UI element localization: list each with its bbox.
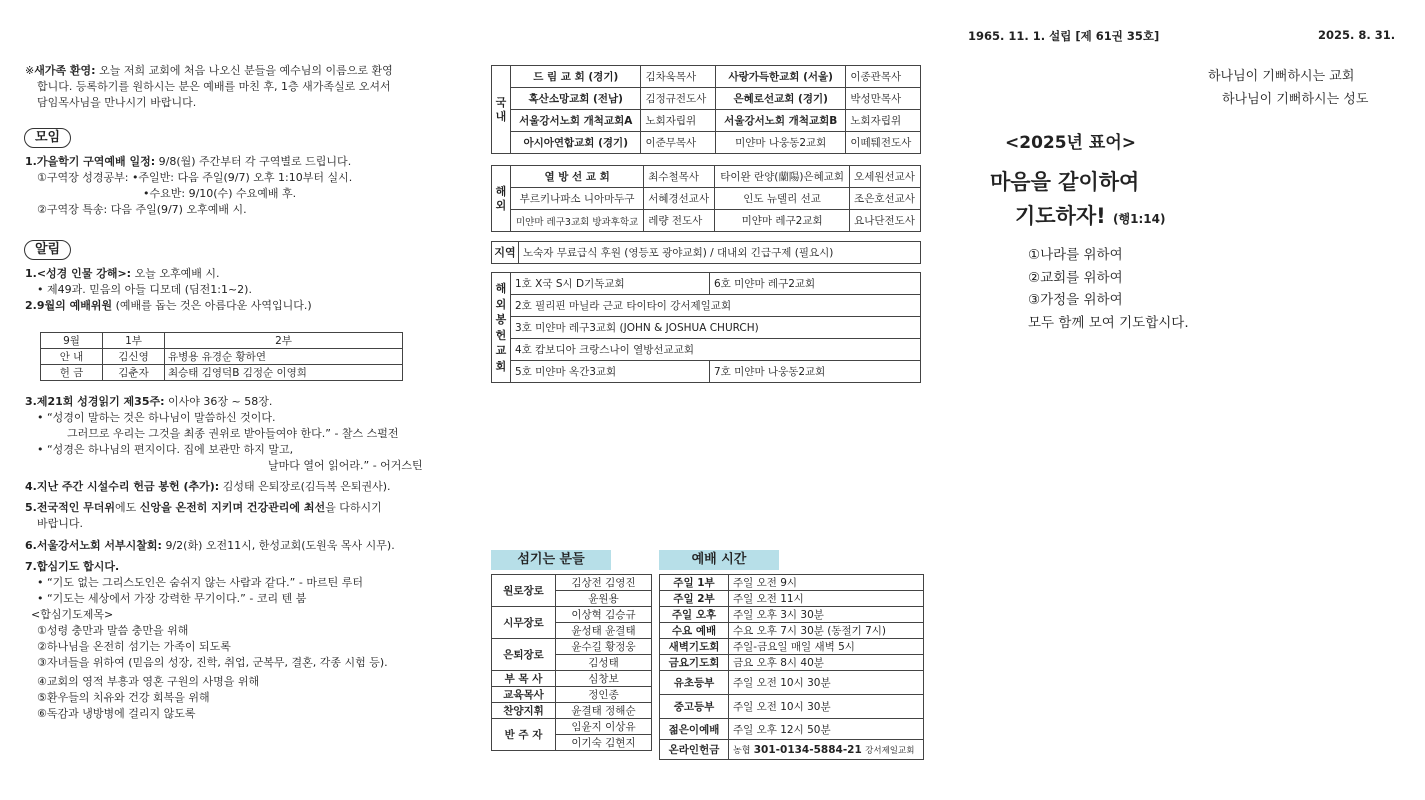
table-cell: 타이완 란양(蘭陽)은혜교회 (715, 166, 850, 188)
table-cell: 아시아연합교회 (경기) (511, 132, 641, 154)
alim-item-title: 2.9월의 예배위원 (25, 299, 113, 312)
alim-item-text: (예배를 돕는 것은 아름다운 사역입니다.) (112, 299, 312, 312)
account-number: 301-0134-5884-21 (753, 744, 862, 756)
service-time: 주일 오전 11시 (729, 591, 924, 607)
service-name: 젊은이예배 (660, 719, 729, 740)
table-cell: 이종관목사 (846, 66, 921, 88)
table-row (492, 719, 652, 735)
name-cell: 김상전 김영진 (556, 575, 652, 591)
yearly-item: ②교회를 위하여 (1028, 269, 1123, 286)
moim-sub: ①구역장 성경공부: •주일반: 다음 주일(9/7) 오후 1:10부터 실시. (37, 171, 353, 184)
alim-item-text: 9/2(화) 오전11시, 한성교회(도원욱 목사 시무). (161, 539, 395, 552)
account-holder: 강서제일교회 (865, 746, 915, 756)
prayer-item: ①성령 충만과 말씀 충만을 위해 (37, 624, 189, 637)
table-row (492, 295, 921, 317)
alim-label: 알림 (24, 240, 71, 260)
name-cell: 윤수길 황정웅 (556, 639, 652, 655)
worship-table (659, 574, 924, 760)
table-row (492, 703, 652, 719)
online-offering-label: 온라인헌금 (660, 740, 729, 760)
alim-item-text: 에도 (115, 501, 140, 514)
table-cell: 부르키나파소 니아마두구 (511, 188, 644, 210)
name-cell: 임윤지 이상유 (556, 719, 652, 735)
table-row (492, 242, 921, 264)
table-row (660, 607, 924, 623)
bank-name: 농협 (733, 746, 751, 756)
welcome-notice (25, 63, 465, 111)
table-row (660, 671, 924, 695)
table-row (492, 88, 921, 110)
yearly-item: 모두 함께 모여 기도합시다. (1028, 314, 1189, 331)
table-row (492, 339, 921, 361)
table-cell: 열 방 선 교 회 (511, 166, 644, 188)
alim-item-title: 3.제21회 성경읽기 제35주: (25, 395, 165, 408)
servants-title: 섬기는 분들 (491, 550, 611, 570)
alim-item-title: 4.지난 주간 시설수리 헌금 봉헌 (추가): (25, 480, 220, 493)
bulletin-date: 2025. 8. 31. (1318, 28, 1396, 42)
overseas-label: 해 외 (492, 166, 511, 232)
table-cell: 3호 미얀마 레구3교회 (JOHN & JOSHUA CHURCH) (511, 317, 921, 339)
table-row (492, 166, 921, 188)
church-motto-2: 하나님이 기뻐하시는 성도 (1222, 92, 1369, 107)
alim-item-text: 오늘 오후예배 시. (131, 267, 220, 280)
yearly-motto-title: <2025년 표어> (1005, 133, 1136, 153)
name-cell: 윤성태 윤결태 (556, 623, 652, 639)
online-offering-account (729, 740, 924, 760)
table-row (492, 639, 652, 655)
service-name: 주일 2부 (660, 591, 729, 607)
table-cell: 서울강서노회 개척교회B (716, 110, 846, 132)
service-time: 수요 오후 7시 30분 (동절기 7시) (729, 623, 924, 639)
table-row (492, 361, 921, 383)
alim-item-title: 6.서울강서노회 서부시찰회: (25, 539, 162, 552)
table-row (660, 575, 924, 591)
service-name: 중고등부 (660, 695, 729, 719)
alim-list-bottom (25, 394, 423, 722)
table-cell: 김정규전도사 (641, 88, 716, 110)
table-row (492, 607, 652, 623)
service-time: 주일 오전 10시 30분 (729, 671, 924, 695)
section-alim (24, 240, 71, 260)
quote-line: • “기도는 세상에서 가장 강력한 무기이다.” - 코리 텐 붐 (37, 592, 307, 605)
prayer-item: ④교회의 영적 부흥과 영혼 구원의 사명을 위해 (37, 675, 260, 688)
welcome-text: 합니다. 등록하기를 원하시는 분은 예배를 마친 후, 1층 새가족실로 오셔서 (37, 80, 391, 93)
table-cell: 조은호선교사 (850, 188, 921, 210)
note-mark: ※ (25, 64, 35, 77)
service-time: 금요 오후 8시 40분 (729, 655, 924, 671)
table-row (660, 719, 924, 740)
table-cell: 사랑가득한교회 (서울) (716, 66, 846, 88)
table-cell: 7호 미얀마 나웅동2교회 (710, 361, 921, 383)
name-cell: 윤결태 정해순 (556, 703, 652, 719)
table-row (660, 740, 924, 760)
alim-item-title: 7.합심기도 합시다. (25, 560, 120, 573)
table-row (492, 66, 921, 88)
role-cell: 찬양지휘 (492, 703, 556, 719)
yearly-motto-line1: 마음을 같이하여 (990, 170, 1140, 194)
worship-title: 예배 시간 (659, 550, 779, 570)
service-time: 주일-금요일 매일 새벽 5시 (729, 639, 924, 655)
alim-sub: • 제49과. 믿음의 아들 디모데 (딤전1:1~2). (37, 283, 252, 296)
section-moim (24, 128, 71, 148)
welcome-text: 오늘 저희 교회에 처음 나오신 분들을 예수님의 이름으로 환영 (95, 64, 393, 77)
servants-table (491, 574, 652, 751)
welcome-text: 담임목사님을 만나시기 바랍니다. (37, 96, 197, 109)
moim-sub: •수요반: 9/10(수) 수요예배 후. (143, 187, 297, 200)
yearly-item: ③가정을 위하여 (1028, 292, 1123, 308)
alim-list-top (25, 266, 312, 314)
yearly-motto-ref: (행1:14) (1113, 212, 1166, 226)
table-row (660, 655, 924, 671)
table-cell: 미얀마 레구3교회 방과후학교 (511, 210, 644, 232)
welcome-title: 새가족 환영: (34, 64, 96, 77)
region-label: 지역 (492, 242, 519, 264)
quote-line: • “기도 없는 그리스도인은 숨쉬지 않는 사람과 같다.” - 마르틴 루터 (37, 576, 363, 589)
prayer-title: <합심기도제목> (31, 608, 114, 621)
table-row (492, 671, 652, 687)
alim-item-text: 이사야 36장 ~ 58장. (164, 395, 273, 408)
table-cell: 인도 뉴델리 선교 (715, 188, 850, 210)
yearly-item: ①나라를 위하여 (1028, 247, 1123, 263)
table-cell: 안 내 (41, 349, 103, 365)
moim-item-text: 9/8(월) 주간부터 각 구역별로 드립니다. (155, 155, 352, 168)
table-cell: 1호 X국 S시 D기독교회 (511, 273, 710, 295)
moim-sub: ②구역장 특송: 다음 주일(9/7) 오후예배 시. (37, 203, 247, 216)
yearly-prayer-list (1028, 244, 1189, 334)
name-cell: 이기숙 김현지 (556, 735, 652, 751)
moim-item-title: 1.가을학기 구역예배 일정: (25, 155, 156, 168)
table-row (492, 110, 921, 132)
table-row (492, 575, 652, 591)
prayer-item: ③자녀들을 위하여 (믿음의 성장, 진학, 취업, 군복무, 결혼, 각종 시험 등). (37, 656, 388, 669)
name-cell: 심창보 (556, 671, 652, 687)
table-row (660, 639, 924, 655)
name-cell: 윤원용 (556, 591, 652, 607)
service-time: 주일 오전 10시 30분 (729, 695, 924, 719)
table-header: 9월 (41, 333, 103, 349)
service-name: 새벽기도회 (660, 639, 729, 655)
table-cell: 김춘자 (103, 365, 165, 381)
table-cell: 오세원선교사 (850, 166, 921, 188)
alim-item-text: 바랍니다. (37, 517, 84, 530)
role-cell: 반 주 자 (492, 719, 556, 751)
prayer-item: ⑥독감과 냉방병에 걸리지 않도록 (37, 707, 196, 720)
table-row (660, 623, 924, 639)
table-cell: 최수철목사 (644, 166, 715, 188)
usher-table (40, 332, 403, 381)
table-cell: 최승태 김영덕B 김정순 이영희 (165, 365, 403, 381)
table-cell: 미얀마 나웅동2교회 (716, 132, 846, 154)
service-name: 수요 예배 (660, 623, 729, 639)
table-cell: 노회자립위 (641, 110, 716, 132)
alim-item-title: 신앙을 온전히 지키며 건강관리에 최선 (139, 501, 326, 514)
quote-line: • “성경은 하나님의 편지이다. 집에 보관만 하지 말고, (37, 443, 294, 456)
founding-info: 1965. 11. 1. 설립 [제 61권 35호] (968, 29, 1160, 43)
table-cell: 은혜로선교회 (경기) (716, 88, 846, 110)
alim-item-title: 1.<성경 인물 강해>: (25, 267, 132, 280)
yearly-motto-line2 (1015, 200, 1165, 230)
table-cell: 김차욱목사 (641, 66, 716, 88)
name-cell: 이상혁 김승규 (556, 607, 652, 623)
table-cell: 5호 미얀마 옥간3교회 (511, 361, 710, 383)
table-cell: 2호 필리핀 마닐라 근교 타이타이 강서제일교회 (511, 295, 921, 317)
table-cell: 레량 전도사 (644, 210, 715, 232)
table-row (41, 365, 403, 381)
quote-line: • “성경이 말하는 것은 하나님이 말씀하신 것이다. (37, 411, 276, 424)
role-cell: 시무장로 (492, 607, 556, 639)
alim-item-text: 김성태 은퇴장로(김득복 은퇴권사). (219, 480, 391, 493)
moim-list (25, 154, 352, 218)
table-cell: 혹산소망교회 (전남) (511, 88, 641, 110)
table-header: 2부 (165, 333, 403, 349)
domestic-label: 국 내 (492, 66, 511, 154)
table-row (492, 188, 921, 210)
table-cell: 요나단전도사 (850, 210, 921, 232)
planted-label: 해 외 봉 헌 교 회 (492, 273, 511, 383)
table-cell: 김신영 (103, 349, 165, 365)
service-name: 유초등부 (660, 671, 729, 695)
service-time: 주일 오전 9시 (729, 575, 924, 591)
domestic-missions-table (491, 65, 921, 154)
table-cell: 박성만목사 (846, 88, 921, 110)
table-header: 1부 (103, 333, 165, 349)
table-cell: 미얀마 레구2교회 (715, 210, 850, 232)
table-row (41, 333, 403, 349)
service-time: 주일 오후 3시 30분 (729, 607, 924, 623)
table-row (660, 695, 924, 719)
name-cell: 김성태 (556, 655, 652, 671)
role-cell: 부 목 사 (492, 671, 556, 687)
quote-line: 날마다 열어 읽어라.” - 어거스틴 (268, 459, 423, 472)
prayer-item: ⑤환우들의 치유와 건강 회복을 위해 (37, 691, 210, 704)
overseas-missions-table (491, 165, 921, 232)
name-cell: 정인종 (556, 687, 652, 703)
table-cell: 서울강서노회 개척교회A (511, 110, 641, 132)
regional-missions-table (491, 241, 921, 264)
table-cell: 서혜경선교사 (644, 188, 715, 210)
table-cell: 노회자립위 (846, 110, 921, 132)
table-cell: 유병용 유경순 황하연 (165, 349, 403, 365)
service-time: 주일 오후 12시 50분 (729, 719, 924, 740)
table-cell: 드 림 교 회 (경기) (511, 66, 641, 88)
table-row (492, 210, 921, 232)
table-row (492, 317, 921, 339)
table-cell: 노숙자 무료급식 후원 (영등포 광야교회) / 대내외 긴급구제 (필요시) (519, 242, 921, 264)
table-cell: 이떼퉤전도사 (846, 132, 921, 154)
role-cell: 원로장로 (492, 575, 556, 607)
quote-line: 그러므로 우리는 그것을 최종 권위로 받아들여야 한다.” - 찰스 스펄전 (67, 427, 399, 440)
church-motto-1: 하나님이 기뻐하시는 교회 (1208, 69, 1355, 84)
service-name: 주일 1부 (660, 575, 729, 591)
table-cell: 헌 금 (41, 365, 103, 381)
alim-item-text: 을 다하시기 (325, 501, 382, 514)
table-cell: 6호 미얀마 레구2교회 (710, 273, 921, 295)
service-name: 금요기도회 (660, 655, 729, 671)
prayer-item: ②하나님을 온전히 섬기는 가족이 되도록 (37, 640, 231, 653)
table-row (492, 273, 921, 295)
table-row (41, 349, 403, 365)
yearly-motto-main2: 기도하자! (1015, 204, 1106, 228)
table-cell: 이준무목사 (641, 132, 716, 154)
moim-label: 모임 (24, 128, 71, 148)
table-row (660, 591, 924, 607)
table-cell: 4호 캄보디아 크랑스나이 열방선교교회 (511, 339, 921, 361)
planted-churches-table (491, 272, 921, 383)
alim-item-title: 5.전국적인 무더위 (25, 501, 116, 514)
table-row (492, 687, 652, 703)
table-row (492, 132, 921, 154)
role-cell: 교육목사 (492, 687, 556, 703)
service-name: 주일 오후 (660, 607, 729, 623)
role-cell: 은퇴장로 (492, 639, 556, 671)
